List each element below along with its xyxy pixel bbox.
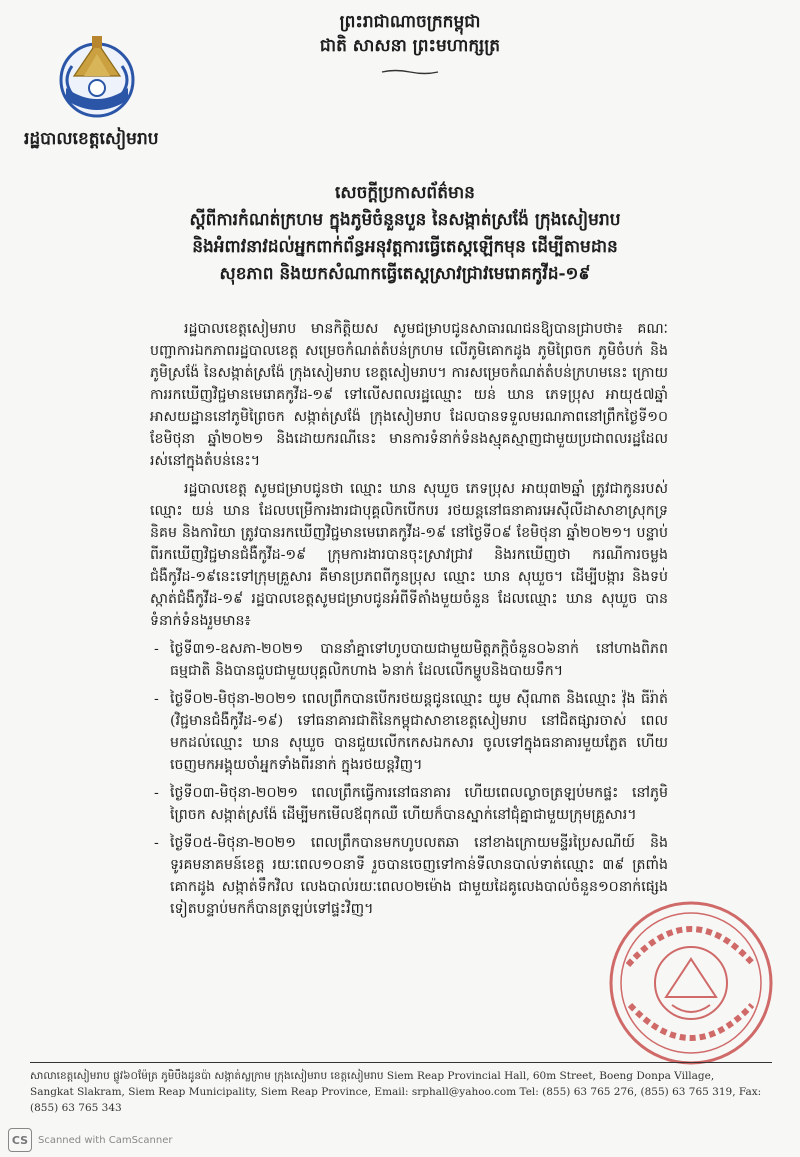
body-paragraph-1: រដ្ឋបាលខេត្តសៀមរាប មានកិត្តិយស សូមជម្រាបជូនសាធារណជនឱ្យបានជ្រាបថា៖ គណៈបញ្ជាការឯកភាពរដ្ឋបាលខេត្ត សម្រេចកំណត់តំបន់ក្រហម លើភូមិគោកដូង ភូមិព្រៃចក ភូមិចំបក់ និងភូមិស្រង៉ែ នៃសង្កាត់ស្រង៉ែ ក្រុងសៀមរាប ខេត្តសៀមរាប។ ការសម្រេចកំណត់តំបន់ក្រហមនេះ ក្រោយការរកឃើញវិជ្ជមានមេរោគកូវីដ-១៩ ទៅលើសពលរដ្ឋឈ្មោះ យន់ ឃាន ភេទប្រុស អាយុ៥៧ឆ្នាំ អាសយដ្ឋាននៅភូមិព្រៃចក សង្កាត់ស្រង៉ែ ក្រុងសៀមរាប ដែលបានទទួលមរណភាពនៅព្រឹកថ្ងៃទី១០ ខែមិថុនា ឆ្នាំ២០២១ និងដោយករណីនេះ មានការទំនាក់ទំនងស្មុគស្មាញជាមួយប្រជាពលរដ្ឋដែលរស់នៅក្នុងតំបន់នេះ។: [150, 321, 668, 469]
official-seal-stamp: [606, 895, 776, 1070]
title-line-1: សេចក្តីប្រកាសព័ត៌មាន: [335, 183, 475, 203]
kingdom-name: ព្រះរាជាណាចក្រកម្ពុជា: [339, 12, 481, 32]
camscanner-watermark: [8, 1128, 173, 1152]
camscanner-label: Scanned with CamScanner: [38, 1134, 173, 1146]
national-motto: ជាតិ សាសនា ព្រះមហាក្សត្រ: [319, 36, 501, 56]
footer-line-2: Sangkat Slakram, Siem Reap Municipality, Siem Reap Province, Email: srphall@yahoo.com Tel: (855) 63 765 276, (855) 63 765 319, Fax: (855) 63 765 343: [30, 1086, 762, 1114]
ornament-divider-icon: [380, 69, 440, 75]
body-paragraph-2: រដ្ឋបាលខេត្ត សូមជម្រាបជូនថា ឈ្មោះ ឃាន សុឃួច ភេទប្រុស អាយុ៣២ឆ្នាំ ត្រូវជាកូនរបស់ឈ្មោះ យន់ ឃាន ដែលបម្រើការងារជាបុគ្គលិកបើកបរ រថយន្តនៅធនាគារអេស៊ីលីដាសាខាស្រុកទ្រនិគម និងការិយា ត្រូវបានរកឃើញវិជ្ជមានមេរោគកូវីដ-១៩ នៅថ្ងៃទី០៩ ខែមិថុនា ឆ្នាំ២០២១។ បន្ទាប់ពីរកឃើញវិជ្ជមានជំងឺកូវីដ-១៩ ក្រុមការងារបានចុះស្រាវជ្រាវ និងរកឃើញថា ករណីការចម្លងជំងឺកូវីដ-១៩នេះទៅក្រុមគ្រួសារ គឺមានប្រភពពីកូនប្រុស ឈ្មោះ ឃាន សុឃួច។ ដើម្បីបង្ការ និងទប់ស្កាត់ជំងឺកូវីដ-១៩ រដ្ឋបាលខេត្តសូមជម្រាបជូនអំពីទីតាំងមួយចំនួន ដែលឈ្មោះ ឃាន សុឃួច បានទំនាក់ទំនងរួមមាន៖: [150, 481, 668, 629]
document-body: [150, 318, 668, 926]
list-item: - ថ្ងៃទី០៣-មិថុនា-២០២១ ពេលព្រឹកធ្វើការនៅធនាគារ ហើយពេលល្ងាចត្រឡប់មកផ្ទះ នៅភូមិព្រៃចក សង្កាត់ស្រង៉ែ ដើម្បីមកមើលឪពុកឈឺ ហើយក៏បានស្នាក់នៅជុំគ្នាជាមួយក្រុមគ្រួសារ។: [150, 782, 668, 826]
footer-line-1: សាលាខេត្តសៀមរាប ផ្លូវ៦០ម៉ែត្រ ភូមិបឹងដូនប៉ា សង្កាត់ស្លក្រាម ក្រុងសៀមរាប ខេត្តសៀមរាប Siem Reap Provincial Hall, 60m Street, Boeng Donpa Village,: [30, 1070, 715, 1082]
title-line-4: សុខភាព និងយកសំណាកធ្វើតេស្តស្រាវជ្រាវមេរោគកូវីដ-១៩: [219, 264, 591, 284]
list-item: - ថ្ងៃទី០២-មិថុនា-២០២១ ពេលព្រឹកបានបើករថយន្តជូនឈ្មោះ យូម ស៊ីណាត និងឈ្មោះ វ៉ុង ធីរ៉ាត់ (វិជ្ជមានជំងឺកូវីដ-១៩) ទៅធនាគារជាតិនៃកម្ពុជាសាខាខេត្តសៀមរាប នៅជិតផ្សារចាស់ ពេលមកដល់ឈ្មោះ ឃាន សុឃួច បានជួយលើកកេសឯកសារ ចូលទៅក្នុងធនាគារមួយភ្លែត ហើយចេញមកអង្គុយចាំអ្នកទាំងពីរនាក់ ក្នុងរថយន្តវិញ។: [150, 688, 668, 776]
list-item: - ថ្ងៃទី៣១-ឧសភា-២០២១ បាននាំគ្នាទៅហូបបាយជាមួយមិត្តភក្តិចំនួន០៦នាក់ នៅហាងពិភពធម្មជាតិ និងបានជួបជាមួយបុគ្គលិកហាង ៦នាក់ ដែលលើកម្ហូបនិងបាយទឹក។: [150, 638, 668, 682]
document-title: [140, 180, 670, 288]
contact-locations-list: [150, 638, 668, 920]
title-line-2: ស្តីពីការកំណត់ក្រហម ក្នុងភូមិចំនួនបួន នៃសង្កាត់ស្រង៉ែ ក្រុងសៀមរាប: [189, 210, 621, 230]
camscanner-logo-icon: CS: [8, 1128, 32, 1152]
issuing-authority: រដ្ឋបាលខេត្តសៀមរាប: [24, 129, 159, 149]
kingdom-header: [230, 10, 590, 82]
footer-address: [30, 1068, 772, 1116]
list-item: - ថ្ងៃទី០៥-មិថុនា-២០២១ ពេលព្រឹកបានមកហូបលតឆា នៅខាងក្រោយមន្ទីរប្រៃសណីយ៍ និងទូរគមនាគមន៍ខេត្ត រយៈពេល១០នាទី រួចបានចេញទៅកាន់ទីលានបាល់ទាត់ឈ្មោះ ៣៩ ត្រពាំង គោកដូង សង្កាត់ទឹកវិល លេងបាល់រយៈពេល០២ម៉ោង ជាមួយដៃគូលេងបាល់ចំនួន១០នាក់ផ្សេងទៀតបន្ទាប់មកក៏បានត្រឡប់ទៅផ្ទះវិញ។: [150, 832, 668, 920]
footer-divider: [30, 1062, 772, 1063]
provincial-emblem-logo: [52, 28, 142, 126]
title-line-3: និងអំពាវនាវដល់អ្នកពាក់ព័ន្ធអនុវត្តការធ្វើតេស្តឡើកមុន ដើម្បីតាមដាន: [192, 237, 618, 257]
